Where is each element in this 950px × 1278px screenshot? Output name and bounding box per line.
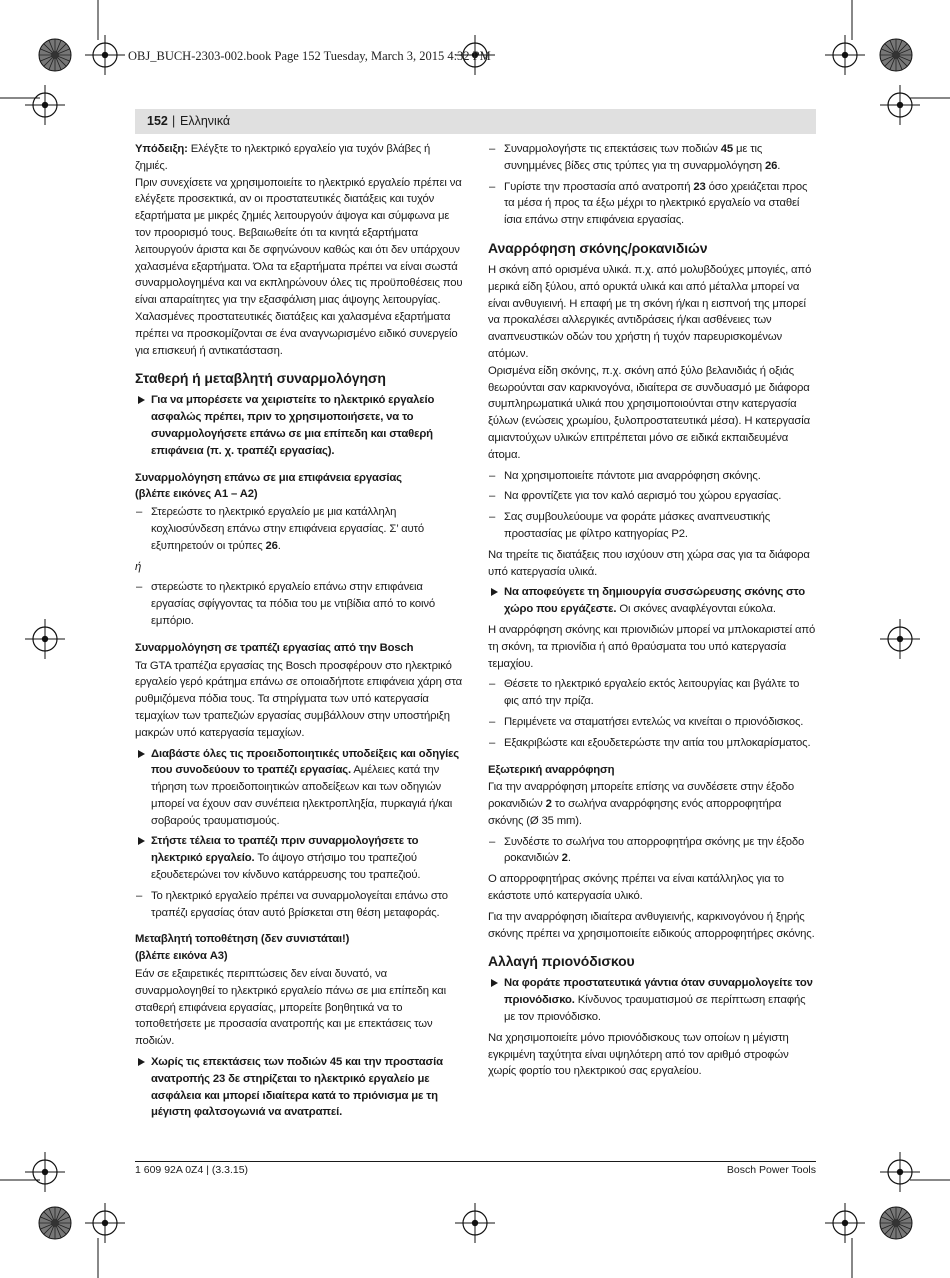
crosshair-icon	[25, 619, 65, 659]
section-heading: Σταθερή ή μεταβλητή συναρμολόγηση	[135, 370, 386, 387]
list-item-text: Στερεώστε το ηλεκτρικό εργαλείο με μια κατάλληλη κοχλιοσύνδεση επάνω στην επιφάνεια εργασίας. Σ’ αυτό εξυπηρετούν οι τρύπες	[151, 506, 424, 552]
section-heading: Αλλαγή πριονόδισκου	[488, 953, 635, 970]
paragraph: Ο απορροφητήρας σκόνης πρέπει να είναι κατάλληλος για το εκάστοτε υπό κατεργασία υλικό.	[488, 873, 784, 903]
footer-rule	[135, 1161, 816, 1162]
warning-item	[135, 392, 463, 459]
section-heading: Αναρρόφηση σκόνης/ροκανιδιών	[488, 239, 708, 256]
header-separator: |	[172, 114, 176, 128]
list-item-text: Συναρμολογήστε τις επεκτάσεις των ποδιών	[504, 143, 721, 155]
note-text: Ελέγξτε το ηλεκτρικό εργαλείο για τυχόν βλάβες ή ζημιές.	[135, 143, 431, 172]
paragraph: Η σκόνη από ορισμένα υλικά. π.χ. από μολυβδούχες μπογιές, από μερικά είδη ξύλου, από ορυκτά υλικά και από μέταλλα μπορεί να είναι ανθυγιεινή. Η επαφή με τη σκόνη ή/και η εισπνοή της μπορεί να προκαλέσει αλλεργικές αντιδράσεις ή/και ασθένειες των αναπνευστικών οδών του χρήστη ή τυχόν παρευρισκομένων ατόμων.	[488, 263, 812, 360]
warning-text: Χωρίς τις επεκτάσεις των ποδιών 45 και την προστασία ανατροπής 23 δε στηρίζεται το ηλεκτρικό εργαλείο με ασφάλεια και μπορεί ιδιαίτερα κατά το πριόνισμα με τη μέγιστη φαλτσογωνιά να ανατραπεί.	[151, 1056, 443, 1119]
paragraph	[488, 779, 816, 829]
paragraph: Η αναρρόφηση σκόνης και πριονιδιών μπορεί να μπλοκαριστεί από τη σκόνη, τα πριονίδια ή από θραύσματα του υπό κατεργασία τεμαχίου.	[488, 623, 816, 670]
registration-rosette-icon	[880, 39, 912, 71]
list-item-text: .	[277, 539, 281, 552]
list-item	[488, 179, 816, 229]
paragraph: Χαλασμένες προστατευτικές διατάξεις και χαλασμένα εξαρτήματα πρέπει να προσκομίζονται σε ένα αναγνωρισμένο ειδικό συνεργείο για επισκευή ή αντικατάσταση.	[135, 310, 458, 357]
page-number: 152	[147, 114, 168, 128]
paragraph: Για την αναρρόφηση ιδιαίτερα ανθυγιεινής, καρκινογόνου ή ξηρής σκόνης πρέπει να χρησιμοποιείτε ειδικούς απορροφητήρες σκόνης.	[488, 910, 815, 940]
list-item-text: όσο χρειάζεται προς τα μέσα ή προς τα έξω μέχρι το ηλεκτρικό εργαλείο να σταθεί ίσια επάνω στην επιφάνεια εργασίας.	[504, 180, 808, 227]
list-item: – Το ηλεκτρικό εργαλείο πρέπει να συναρμολογείται επάνω στο τραπέζι εργασίας όταν αυτό βρίσκεται στη θέση μεταφοράς.	[135, 888, 463, 922]
subheading: Εξωτερική αναρρόφηση	[488, 763, 615, 776]
crosshair-icon	[25, 85, 65, 125]
crosshair-icon	[455, 1203, 495, 1243]
warning-item	[135, 1054, 463, 1121]
crosshair-icon	[880, 85, 920, 125]
paragraph: Ορισμένα είδη σκόνης, π.χ. σκόνη από ξύλο βελανιδιάς ή οξιάς θεωρούνται σαν καρκινογόνα, ιδιαίτερα σε συνδυασμό με διάφορα συμπληρωματικά υλικά που χρησιμοποιούνται στην κατεργασία ξύλων (ενώσεις χρωμίου, ξυλοπροστατευτικά μέσα). Η κατεργασία αμιαντούχων υλικών επιτρέπεται μόνο σε ειδικά εκπαιδευμένα άτομα.	[488, 364, 810, 461]
crosshair-icon	[85, 35, 125, 75]
list-item-text: .	[777, 159, 781, 172]
note-paragraph	[135, 141, 463, 175]
list-item: – Θέσετε το ηλεκτρικό εργαλείο εκτός λειτουργίας και βγάλτε το φις από την πρίζα.	[488, 676, 816, 710]
paragraph: Εάν σε εξαιρετικές περιπτώσεις δεν είναι δυνατό, να συναρμολογηθεί το ηλεκτρικό εργαλείο πάνω σε μια επίπεδη και σταθερή επιφάνεια εργασίας, μπορείτε βοηθητικά να το τοποθετήσετε με προσασία ανατροπής και με επεκτάσεις των ποδιών.	[135, 968, 446, 1048]
header-language: Ελληνικά	[180, 114, 231, 128]
warning-item	[488, 975, 816, 1025]
crosshair-icon	[880, 619, 920, 659]
crosshair-icon	[825, 1203, 865, 1243]
list-item-text: .	[567, 852, 571, 865]
warning-bold: Στήστε τέλεια το τραπέζι πριν συναρμολογήσετε το ηλεκτρικό εργαλείο.	[151, 835, 419, 865]
print-slug: OBJ_BUCH-2303-002.book Page 152 Tuesday, March 3, 2015 4:32 PM	[128, 49, 491, 63]
warning-text: Κίνδυνος τραυματισμού σε περίπτωση επαφής με τον πριονόδισκο.	[504, 994, 806, 1024]
warning-item	[488, 584, 816, 618]
list-item	[135, 504, 463, 554]
right-column	[488, 141, 816, 1084]
subheading: Συναρμολόγηση σε τραπέζι εργασίας από την Bosch	[135, 641, 414, 654]
list-item-text: με τις συνημμένες βίδες στις τρύπες για τη συναρμολόγηση	[504, 143, 765, 172]
paragraph-text: το σωλήνα αναρρόφησης ενός απορροφητήρα σκόνης (Ø 35 mm).	[488, 798, 782, 827]
page-header	[135, 109, 816, 134]
crosshair-icon	[880, 1152, 920, 1192]
list-item-text: Γυρίστε την προστασία από ανατροπή	[504, 180, 694, 193]
list-item: – Περιμένετε να σταματήσει εντελώς να κινείται ο πριονόδισκος.	[488, 714, 816, 731]
list-item: – στερεώστε το ηλεκτρικό εργαλείο επάνω στην επιφάνεια εργασίας σφίγγοντας τα πόδια του με ντιβίδια από το κοινό εμπόριο.	[135, 579, 463, 629]
reference-number: 26	[265, 539, 278, 552]
warning-text: Για να μπορέσετε να χειριστείτε το ηλεκτρικό εργαλείο ασφαλώς πρέπει, πριν το χρησιμοποιήσετε, να το συναρμολογήσετε επάνω σε μια επίπεδη και σταθερή επιφάνεια (π. χ. τραπέζι εργασίας).	[151, 394, 435, 457]
warning-bold: Διαβάστε όλες τις προειδοποιητικές υποδείξεις και οδηγίες που συνοδεύουν το τραπέζι εργασίας.	[151, 747, 460, 777]
subheading: (βλέπε εικόνα A3)	[135, 950, 228, 963]
list-item	[488, 834, 816, 868]
or-separator: ή	[135, 560, 142, 573]
reference-number: 26	[764, 159, 778, 172]
crosshair-icon	[825, 35, 865, 75]
paragraph: Πριν συνεχίσετε να χρησιμοποιείτε το ηλεκτρικό εργαλείο πρέπει να ελέγξετε προσεκτικά, αν οι προστατευτικές διατάξεις και τυχόν εξαρτήματα με μικρές ζημιές λειτουργούν άψογα και σύμφωνα με τον προορισμό τους. Βεβαιωθείτε ότι τα κινητά εξαρτήματα λειτουργούν άριστα και δε σφηνώνουν καθώς και ότι δεν υπάρχουν χαλασμένα εξαρτήματα. Όλα τα εξαρτήματα πρέπει να είναι σωστά συναρμολογημένα και να εκπληρώνουν όλες τις προϋποθέσεις που είναι απαραίτητες για την εξασφάλιση μιας άψογης λειτουργίας.	[135, 176, 463, 307]
subheading: Μεταβλητή τοποθέτηση (δεν συνιστάται!)	[135, 933, 350, 946]
warning-item	[135, 746, 463, 830]
reference-number: 2	[545, 798, 552, 811]
registration-rosette-icon	[39, 39, 71, 71]
warning-text: Το άψογο στήσιμο του τραπεζιού εξουδετερώνει τον κίνδυνο κατάρρευσης του τραπεζιού.	[151, 852, 421, 882]
warning-text: Οι σκόνες αναφλέγονται εύκολα.	[616, 603, 776, 616]
warning-text: Αμέλειες κατά την τήρηση των προειδοποιητικών αποδείξεων και των οδηγιών μπορεί να έχουν σαν συνέπεια ηλεκτροπληξία, πυρκαγιά ή/και σοβαρούς τραυματισμούς.	[151, 764, 453, 827]
list-item: – Σας συμβουλεύουμε να φοράτε μάσκες αναπνευστικής προστασίας με φίλτρο κατηγορίας P2.	[488, 509, 816, 543]
list-item: – Να χρησιμοποιείτε πάντοτε μια αναρρόφηση σκόνης.	[488, 468, 816, 485]
paragraph: Να τηρείτε τις διατάξεις που ισχύουν στη χώρα σας για τα διάφορα υπό κατεργασία υλικά.	[488, 548, 810, 578]
subheading: (βλέπε εικόνες A1 – A2)	[135, 488, 258, 501]
left-column	[135, 141, 463, 1125]
warning-bold: Να αποφεύγετε τη δημιουργία συσσώρευσης σκόνης στο χώρο που εργάζεστε.	[504, 586, 805, 616]
paragraph-text: Για την αναρρόφηση μπορείτε επίσης να συνδέσετε στην έξοδο ροκανιδιών	[488, 781, 795, 811]
note-label: Υπόδειξη:	[135, 143, 188, 155]
reference-number: 23	[693, 180, 706, 193]
warning-item	[135, 833, 463, 883]
footer-document-code: 1 609 92A 0Z4 | (3.3.15)	[135, 1164, 249, 1176]
warning-bold: Να φοράτε προστατευτικά γάντια όταν συναρμολογείτε τον πριονόδισκο.	[504, 977, 813, 1007]
reference-number: 2	[561, 852, 568, 865]
registration-rosette-icon	[880, 1207, 912, 1239]
subheading: Συναρμολόγηση επάνω σε μια επιφάνεια εργασίας	[135, 471, 402, 484]
registration-rosette-icon	[39, 1207, 71, 1239]
list-item: – Εξακριβώστε και εξουδετερώστε την αιτία του μπλοκαρίσματος.	[488, 735, 816, 752]
list-item-text: Συνδέστε το σωλήνα του απορροφητήρα σκόνης με την έξοδο ροκανιδιών	[504, 835, 805, 865]
paragraph: Τα GTA τραπέζια εργασίας της Bosch προσφέρουν στο ηλεκτρικό εργαλείο γερό κράτημα επάνω σε οποιαδήποτε επιφάνεια χάρη στα ρυθμιζόμενα πόδια τους. Τα στηρίγματα των υπό κατεργασία τεμαχίων των τραπεζιών εργασίας συμβάλλουν στην υποστήριξη μακρών υπό κατεργασία τεμαχίων.	[135, 659, 463, 739]
list-item: – Να φροντίζετε για τον καλό αερισμό του χώρου εργασίας.	[488, 488, 816, 505]
footer-brand: Bosch Power Tools	[726, 1164, 816, 1176]
reference-number: 45	[720, 143, 733, 155]
crosshair-icon	[85, 1203, 125, 1243]
list-item	[488, 141, 816, 175]
paragraph: Να χρησιμοποιείτε μόνο πριονόδισκους των οποίων η μέγιστη εγκριμένη ταχύτητα είναι υψηλότερη από τον αριθμό στροφών χωρίς φορτίο του ηλεκτρικού σας εργαλείου.	[488, 1031, 789, 1078]
crosshair-icon	[25, 1152, 65, 1192]
